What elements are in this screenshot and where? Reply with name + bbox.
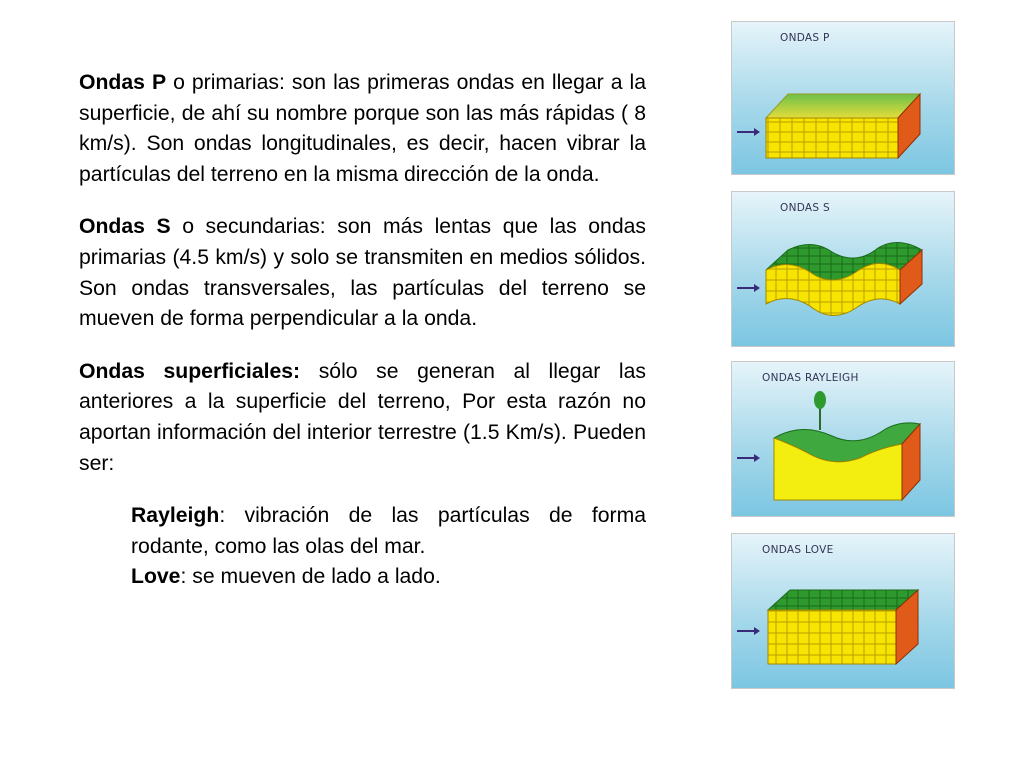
ondas-love-arrow-icon [737, 627, 760, 635]
panel-ondas-rayleigh [731, 361, 955, 517]
ondas-s-text: o secundarias: son más lentas que las ondas primarias (4.5 km/s) y solo se transmiten en medios sólidos. Son ondas transversales, las partículas del terreno se mueven de forma perpendicular a la onda. [79, 215, 646, 331]
ondas-p-heading: Ondas P [79, 71, 167, 94]
ondas-s-title: ONDAS S [780, 202, 830, 214]
ondas-p-diagram [732, 22, 955, 175]
ondas-p-text: o primarias: son las primeras ondas en llegar a la superficie, de ahí su nombre porque son las más rápidas ( 8 km/s). Son ondas longitudinales, es decir, hacen vibrar la partículas del terreno en la misma dirección de la onda. [79, 71, 647, 186]
ondas-rayleigh-arrow-icon [737, 454, 760, 462]
paragraph-ondas-s [79, 212, 646, 334]
ondas-p-arrow-icon [737, 128, 760, 136]
ondas-rayleigh-title: ONDAS RAYLEIGH [762, 372, 859, 384]
love-heading: Love [131, 565, 181, 589]
rayleigh-text: : vibración de las partículas de forma rodante, como las olas del mar. [131, 504, 646, 558]
ondas-s-arrow-icon [737, 284, 760, 292]
love-text: : se mueven de lado a lado. [180, 565, 441, 589]
paragraph-love [131, 562, 646, 593]
ondas-superficiales-heading: Ondas superficiales: [79, 359, 301, 383]
ondas-love-diagram [732, 534, 955, 689]
rayleigh-heading: Rayleigh [131, 504, 220, 528]
panel-ondas-p [731, 21, 955, 175]
paragraph-ondas-p [79, 68, 646, 190]
panel-ondas-love [731, 533, 955, 689]
panel-ondas-s [731, 191, 955, 347]
paragraph-ondas-superficiales [79, 357, 646, 479]
tree-icon [814, 391, 826, 430]
ondas-s-heading: Ondas S [79, 215, 171, 239]
ondas-superficiales-text: sólo se generan al llegar las anteriores a la superficie del terreno, Por esta razón no aportan información del interior terrestre (1.5 Km/s). Pueden ser: [79, 359, 647, 475]
ondas-s-diagram [732, 192, 955, 347]
paragraph-rayleigh [131, 501, 646, 562]
ondas-rayleigh-diagram [732, 362, 955, 517]
text-column [79, 68, 646, 593]
ondas-p-title: ONDAS P [780, 32, 830, 44]
ondas-love-title: ONDAS LOVE [762, 544, 834, 556]
